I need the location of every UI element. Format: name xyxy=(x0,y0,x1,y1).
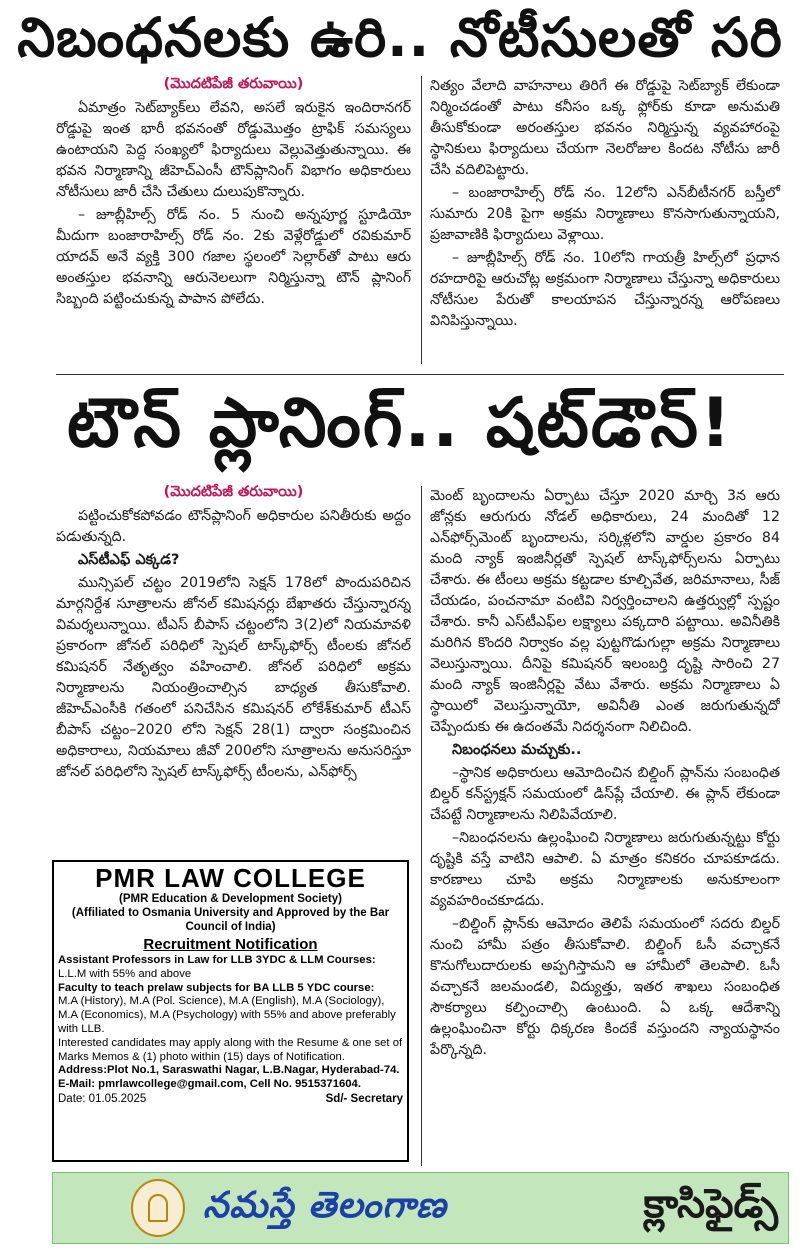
article1-left-paragraph: – జూబ్లీహిల్స్ రోడ్ నం. 5 నుంచి అన్నపూర్ణ స్టూడియో మీదుగా బంజారాహిల్స్ రోడ్ నం. 2కు వెళ్లేరోడ్డులో రవికుమార్ యాదవ్ అనే వ్యక్తి 300 గజాల స్థలంలో సెల్లార్‌తో పాటు ఆరు అంతస్తుల భవనాన్ని ఆరునెలలుగా నిర్మిస్తున్నా టౌన్ ప్లానింగ్ సిబ్బంది పట్టించుకున్న పాపాన పోలేదు. xyxy=(56,207,411,307)
article2-right-body: మెంట్ బృందాలను ఏర్పాటు చేస్తూ 2020 మార్చి 3న ఆరు జోన్లకు ఆరుగురు నోడల్ అధికారులు, 24 మందితో 12 ఎన్‌ఫోర్స్‌మెంట్ బృందాలను, సర్కిళ్లలోని వార్డుల ప్రకారం 84 మంది న్యాక్ ఇంజినీర్లతో స్పెషల్ టాస్క్‌ఫోర్స్‌లను ఏర్పాటు చేశారు. ఈ టీంలు అక్రమ కట్టడాల కూల్చివేత, జరిమానాలు, సీజ్ చేయడం, పంచనామా వంటివి నిర్వర్తించాలని ఉత్తర్వుల్లో స్పష్టం చేశారు. కానీ ఎస్‌టీఎఫ్‌ల లక్ష్యాలు పక్కదారి పట్టాయి. అవినీతికి మరిగిన కొందరి నిర్వాకం వల్ల పుట్టగొడుగుల్లా అక్రమ నిర్మాణాలు వెలుస్తున్నాయి. దీనిపై కమిషనర్ ఇలంబర్తి దృష్టి సారించి 27 మంది న్యాక్ ఇంజినీర్లపై వేటు వేశారు. అక్రమ నిర్మాణాలు ఏ స్థాయిలో వెలుస్తున్నాయో, అవినీతి ఎంత జరుగుతున్నదో చెప్పేందుకు ఈ ఉదంతమే నిదర్శనంగా నిలిచింది. xyxy=(430,488,780,735)
ad-signature: Sd/- Secretary xyxy=(325,1092,403,1105)
ad-title: PMR LAW COLLEGE xyxy=(95,863,366,893)
ad-apply-text: Interested candidates may apply along with the Resume & one set of Marks Memos & (1) photo within (15) days of Notification. xyxy=(58,1036,403,1063)
article1-left-paragraph: ఏమాత్రం సెట్‌బ్యాక్‌లు లేవని, అసలే ఇరుకైన ఇందిరానగర్ రోడ్డుపై ఇంత భారీ భవనంతో రోడ్డుమొత్తం ట్రాఫిక్ సమస్యలు ఉంటాయని పెద్ద సంఖ్యలో ఫిర్యాదులు వెల్లువెత్తుతున్నాయి. ఈ భవన నిర్మాణాన్ని జీహెచ్‌ఎంసీ టౌన్‌ప్లానింగ్ విభాగం అధికారులు నోటీసులు జారీ చేసి చేతులు దులుపుకొన్నారు. xyxy=(56,100,411,200)
article1-right-paragraph: – జూబ్లీహిల్స్ రోడ్ నం. 10లోని గాయత్రీ హిల్స్‌లో ప్రధాన రహదారిపై ఆరుచోట్ల అక్రమంగా నిర్మాణాలు చేస్తున్నా అధికారులు నోటీసుల పేరుతో కాలయాపన చేస్తున్నారన్న ఆరోపణలు వినిపిస్తున్నాయి. xyxy=(430,250,780,329)
article2-intro: పట్టించుకోకపోవడం టౌన్‌ప్లానింగ్ అధికారుల పనితీరుకు అద్దం పడుతున్నది. xyxy=(56,508,411,545)
ad-requirement-1: L.L.M with 55% and above xyxy=(58,967,192,980)
article2-rule-point: –బిల్డింగ్ ప్లాన్‌కు ఆమోదం తెలిపే సమయంలో సదరు బిల్డర్ నుంచి హామీ పత్రం తీసుకోవాలి. బిల్డింగ్ ఓసీ వచ్చాకనే కొనుగోలుదారులకు అప్పగిస్తామని ఆ హామీలో తెలపాలి. ఓసీ వచ్చాకనే జలమండలి, విద్యుత్తు, ఇతర శాఖలు సంబంధిత సౌకర్యాలు కల్పించాల్సి ఉంటుంది. ఏ ఒక్క ఆదేశాన్ని ఉల్లంఘించినా కోర్టు ధిక్కరణ కిందకే వస్తుందని న్యాయస్థానం పేర్కొన్నది. xyxy=(430,916,780,1058)
article1-left-column xyxy=(56,74,411,312)
ad-body xyxy=(54,954,407,1092)
article2-headline: టౌన్ ప్లానింగ్.. షట్‌డౌన్! xyxy=(67,384,733,463)
article1-continued-tag: (మొదటిపేజీ తరువాయి) xyxy=(163,76,304,92)
ad-position-1: Assistant Professors in Law for LLB 3YDC & LLM Courses: xyxy=(58,954,376,966)
ad-date: Date: 01.05.2025 xyxy=(58,1092,147,1105)
ad-position-2: Faculty to teach prelaw subjects for BA LLB 5 YDC course: xyxy=(58,981,375,994)
article1-right-paragraph: – బంజారాహిల్స్ రోడ్ నం. 12లోని ఎన్‌బీటీనగర్ బస్తీలో సుమారు 20కి పైగా అక్రమ నిర్మాణాలు కొనసాగుతున్నాయని, ప్రజావాణికి ఫిర్యాదులు వెళ్లాయి. xyxy=(430,185,780,243)
telangana-emblem-icon xyxy=(131,1179,185,1237)
article1-right-paragraph: నిత్యం వేలాది వాహనాలు తిరిగే ఈ రోడ్డుపై సెట్‌బ్యాక్ లేకుండా నిర్మించడంతో పాటు కనీసం ఒక్క ఫ్లోర్‌కు కూడా అనుమతి తీసుకోకుండా అరంతస్తుల భవనం నిర్మిస్తున్న వ్యవహారంపై స్థానికులు ఫిర్యాదులు చేయగా నెలరోజుల కిందట నోటీసు జారీ చేసి వదిలిపెట్టారు. xyxy=(430,78,780,178)
ad-contact: E-Mail: pmrlawcollege@gmail.com, Cell No. 9515371604. xyxy=(58,1078,361,1091)
ad-society: (PMR Education & Development Society) xyxy=(118,893,342,905)
article1-right-column xyxy=(430,76,780,334)
column-divider xyxy=(421,486,422,1166)
article2-subheading-rules: నిబంధనలు మచ్చుకు.. xyxy=(452,742,582,758)
section-divider xyxy=(56,374,784,375)
article2-right-column xyxy=(430,486,780,1166)
article2-continued-tag: (మొదటిపేజీ తరువాయి) xyxy=(163,484,304,500)
law-college-advertisement xyxy=(52,860,409,1162)
article2-left-column xyxy=(56,482,411,856)
column-divider xyxy=(421,76,422,364)
classifieds-title: క్లాసిఫైడ్స్ xyxy=(643,1181,778,1227)
article2-subheading-stf: ఎస్‌టీఎఫ్ ఎక్కడ? xyxy=(78,552,180,568)
ad-requirement-2: M.A (History), M.A (Pol. Science), M.A (English), M.A (Sociology), M.A (Economics), M.A (Psychology) with 55% and above preferably with LLB. xyxy=(58,995,396,1035)
article2-left-body: మున్సిపల్ చట్టం 2019లోని సెక్షన్ 178లో పొందుపరిచిన మార్గనిర్దేశ సూత్రాలను జోనల్ కమిషనర్లు బేఖాతరు చేస్తున్నారన్న విమర్శలున్నాయి. టీఎస్ బీపాస్ చట్టంలోని 3(2)లో నియమావళి ప్రకారంగా జోనల్ పరిధిలో స్పెషల్ టాస్క్‌ఫోర్స్ టీంలకు జోనల్ కమిషనర్ నేతృత్వం వహించాలి. జోనల్ పరిధిలో అక్రమ నిర్మాణాలను నియంత్రించాల్సిన బాధ్యత తీసుకోవాలి. జీహెచ్‌ఎంసీకి గతంలో పనిచేసిన కమిషనర్ లోకేశ్‌కుమార్ టీఎస్ బీపాస్ చట్టం–2020 లోని సెక్షన్ 28(1) ద్వారా సంక్రమించిన అధికారాలు, నియమాలు జీవో 200లోని సూత్రాలను అనుసరిస్తూ జోనల్ పరిధిలోని స్పెషల్ టాస్క్‌ఫోర్స్ టీంలను, ఎన్‌ఫోర్స్ xyxy=(56,575,411,780)
article2-rule-point: –నిబంధనలను ఉల్లంఘించి నిర్మాణాలు జరుగుతున్నట్టు కోర్టు దృష్టికి వస్తే వాటిని ఆపాలి. ఏ మాత్రం కనికరం చూపకూడదు. కారణాలు చూపి అక్రమ నిర్మాణాలకు అనుకూలంగా వ్యవహరించకూడదు. xyxy=(430,830,780,909)
ad-affiliation: (Affiliated to Osmania University and Approved by the Bar Council of India) xyxy=(71,907,390,933)
classifieds-banner xyxy=(52,1172,789,1244)
ad-address: Address:Plot No.1, Saraswathi Nagar, L.B.Nagar, Hyderabad-74. xyxy=(58,1064,400,1077)
article1-headline: నిబంధనలకు ఉరి.. నోటీసులతో సరి xyxy=(17,6,783,69)
newspaper-brand-logo: నమస్తే తెలంగాణ xyxy=(203,1185,447,1226)
ad-footer xyxy=(54,1092,407,1106)
article2-rule-point: –స్థానిక అధికారులు ఆమోదించిన బిల్డింగ్ ప్లాన్‌ను సంబంధిత బిల్డర్ కన్‌స్ట్రక్షన్ సమయంలో డిస్‌ప్లే చేయాలి. ఈ ప్లాన్ లేకుండా చేపట్టే నిర్మాణాలను నిలిపివేయాలి. xyxy=(430,765,780,823)
ad-heading: Recruitment Notification xyxy=(143,936,318,953)
emblem-arch-icon xyxy=(148,1194,168,1222)
